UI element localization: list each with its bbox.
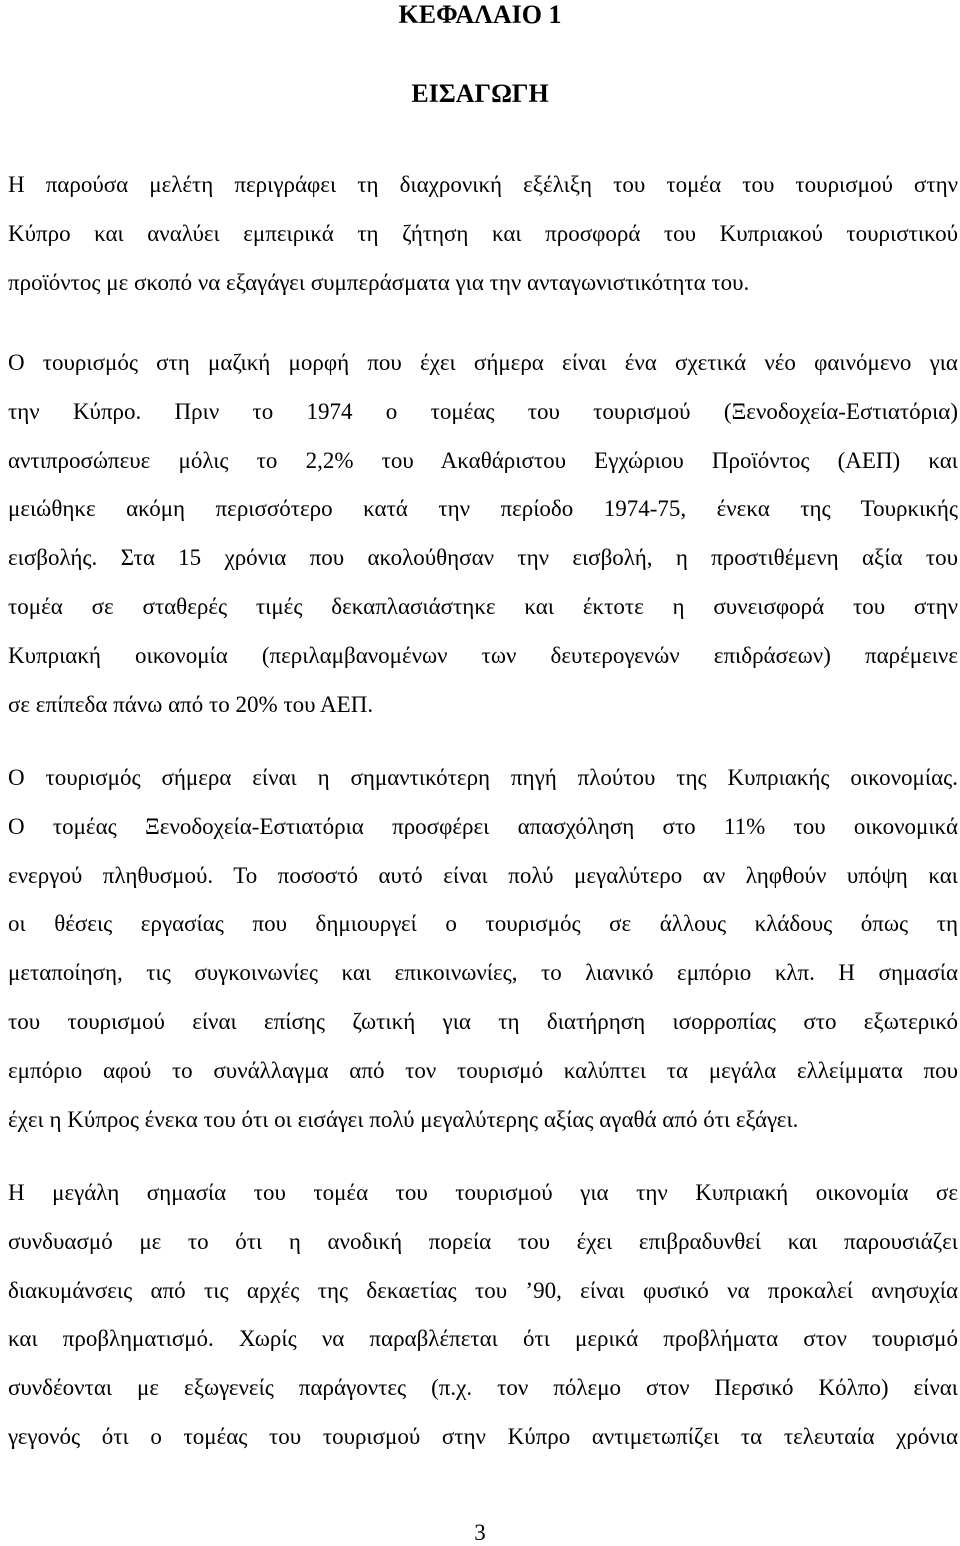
paragraph-intro <box>8 161 958 307</box>
text-line: Ο τουρισμός σήμερα είναι η σημαντικότερη πηγή πλούτου της Κυπριακής οικονομίας. <box>8 765 958 790</box>
text-line: και προβληματισμό. Χωρίς να παραβλέπεται ότι μερικά προβλήματα στον τουρισμό <box>8 1326 958 1352</box>
text-line: συνδέονται με εξωγενείς παράγοντες (π.χ. τον πόλεμο στον Περσικό Κόλπο) είναι <box>8 1375 958 1401</box>
text-line: τομέα σε σταθερές τιμές δεκαπλασιάστηκε και έκτοτε η συνεισφορά του στην <box>8 593 958 619</box>
text-line: Η παρούσα μελέτη περιγράφει τη διαχρονική εξέλιξη του τομέα του τουρισμού στην <box>8 172 958 197</box>
text-line: Ο τουρισμός στη μαζική μορφή που έχει σήμερα είναι ένα σχετικά νέο φαινόμενο για <box>8 350 958 375</box>
text-line: εμπόριο αφού το συνάλλαγμα από τον τουρισμό καλύπτει τα μεγάλα ελλείμματα που <box>8 1057 958 1083</box>
text-line: Ο τομέας Ξενοδοχεία-Εστιατόρια προσφέρει απασχόληση στο 11% του οικονομικά <box>8 813 958 839</box>
text-line: την Κύπρο. Πριν το 1974 ο τομέας του τουρισμού (Ξενοδοχεία-Εστιατόρια) <box>8 398 958 424</box>
text-line: Κύπρο και αναλύει εμπειρικά τη ζήτηση και προσφορά του Κυπριακού τουριστικού <box>8 220 958 246</box>
text-line: του τουρισμού είναι επίσης ζωτική για τη διατήρηση ισορροπίας στο εξωτερικό <box>8 1008 958 1034</box>
text-line: έχει η Κύπρος ένεκα του ότι οι εισάγει πολύ μεγαλύτερης αξίας αγαθά από ότι εξάγει. <box>8 1106 799 1132</box>
text-line: διακυμάνσεις από τις αρχές της δεκαετίας του ’90, είναι φυσικό να προκαλεί ανησυχία <box>8 1277 958 1303</box>
chapter-label: ΚΕΦΑΛΑΙΟ 1 <box>398 0 562 29</box>
paragraph-concerns <box>8 1169 958 1462</box>
text-line: αντιπροσώπευε μόλις το 2,2% του Ακαθάριστου Εγχώριου Προϊόντος (ΑΕΠ) και <box>8 447 958 473</box>
paragraph-importance <box>8 754 958 1144</box>
page-number: 3 <box>474 1520 486 1545</box>
paragraph-history <box>8 339 958 729</box>
text-line: Η μεγάλη σημασία του τομέα του τουρισμού για την Κυπριακή οικονομία σε <box>8 1180 958 1205</box>
text-line: μειώθηκε ακόμη περισσότερο κατά την περίοδο 1974-75, ένεκα της Τουρκικής <box>8 496 958 522</box>
text-line: συνδυασμό με το ότι η ανοδική πορεία του έχει επιβραδυνθεί και παρουσιάζει <box>8 1228 958 1254</box>
text-line: ενεργού πληθυσμού. Το ποσοστό αυτό είναι πολύ μεγαλύτερο αν ληφθούν υπόψη και <box>8 862 958 888</box>
text-line: οι θέσεις εργασίας που δημιουργεί ο τουρισμός σε άλλους κλάδους όπως τη <box>8 911 958 937</box>
text-line: γεγονός ότι ο τομέας του τουρισμού στην Κύπρο αντιμετωπίζει τα τελευταία χρόνια <box>8 1423 958 1449</box>
chapter-title: ΕΙΣΑΓΩΓΗ <box>411 79 549 108</box>
text-line: Κυπριακή οικονομία (περιλαμβανομένων των δευτερογενών επιδράσεων) παρέμεινε <box>8 642 958 668</box>
text-line: μεταποίηση, τις συγκοινωνίες και επικοινωνίες, το λιανικό εμπόριο κλπ. Η σημασία <box>8 960 958 986</box>
text-line: εισβολής. Στα 15 χρόνια που ακολούθησαν την εισβολή, η προστιθέμενη αξία του <box>8 545 958 571</box>
text-line: σε επίπεδα πάνω από το 20% του ΑΕΠ. <box>8 691 374 717</box>
text-line: προϊόντος με σκοπό να εξαγάγει συμπεράσματα για την ανταγωνιστικότητα του. <box>8 269 750 295</box>
